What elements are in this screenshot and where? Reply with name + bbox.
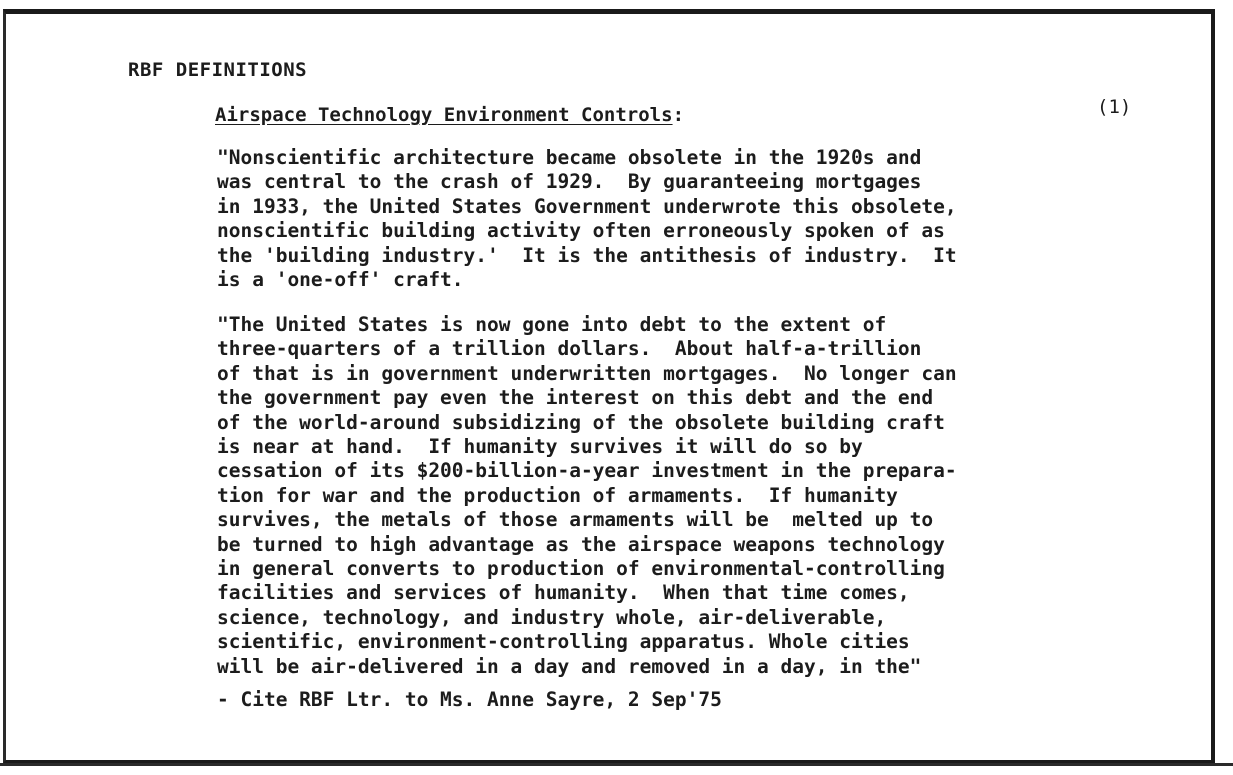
quote-paragraph-2: "The United States is now gone into debt to the extent of three-quarters of a trillion dollars. About half-a-trillion of that is in government underwritten mortgages. No longer can the government pay even the interest on this debt and the end of the world-around subsidizing of the obsolete building craft is near at hand. If humanity survives it will do so by cessation of its $200-billion-a-year investment in the prepara- tion for war and the production of armaments. If humanity survives, the metals of those armaments will be melted up to be turned to high advantage as the airspace weapons technology in general converts to production of environmental-controlling facilities and services of humanity. When that time comes, science, technology, and industry whole, air-deliverable, scientific, environment-controlling apparatus. Whole cities will be air-delivered in a day and removed in a day, in the": [217, 313, 957, 678]
term-text: Airspace Technology Environment Controls: [215, 104, 673, 126]
page-heading: RBF DEFINITIONS: [128, 59, 308, 81]
reference-number: (1): [1097, 96, 1132, 118]
citation: - Cite RBF Ltr. to Ms. Anne Sayre, 2 Sep'75: [217, 688, 722, 711]
bottom-rule: [0, 763, 1233, 766]
quote-paragraph-1: "Nonscientific architecture became obsolete in the 1920s and was central to the crash of 1929. By guaranteeing mortgages in 1933, the United States Government underwrote this obsolete, nonscientific building activity often erroneously spoken of as the 'building industry.' It is the antithesis of industry. It is a 'one-off' craft.: [217, 146, 957, 292]
term-colon: :: [672, 104, 685, 126]
term-title: [215, 104, 684, 126]
